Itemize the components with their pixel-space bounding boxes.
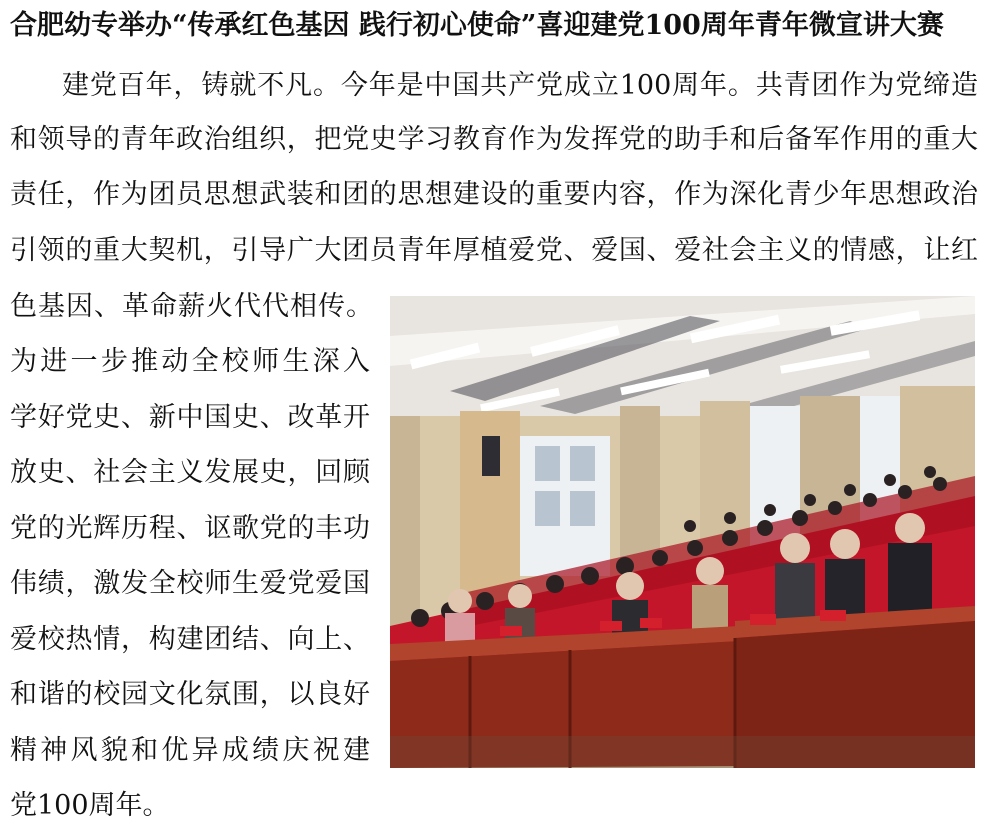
paragraph-line: 精神风貌和优异成绩庆祝建 bbox=[10, 735, 370, 766]
auditorium-photo bbox=[390, 296, 975, 768]
paragraph-line: 为进一步推动全校师生深入 bbox=[10, 346, 370, 377]
paragraph-line: 建党百年，铸就不凡。今年是中国共产党成立100周年。共青团作为党缔造 bbox=[62, 70, 978, 101]
paragraph-line: 和领导的青年政治组织，把党史学习教育作为发挥党的助手和后备军作用的重大 bbox=[10, 124, 978, 155]
paragraph-line: 引领的重大契机，引导广大团员青年厚植爱党、爱国、爱社会主义的情感，让红 bbox=[10, 235, 978, 266]
paragraph-line: 和谐的校园文化氛围，以良好 bbox=[10, 679, 370, 710]
paragraph-line: 党100周年。 bbox=[10, 790, 170, 821]
paragraph-line: 放史、社会主义发展史，回顾 bbox=[10, 457, 370, 488]
paragraph-line: 爱校热情，构建团结、向上、 bbox=[10, 624, 370, 655]
page-title: 合肥幼专举办“传承红色基因 践行初心使命”喜迎建党100周年青年微宣讲大赛 bbox=[10, 10, 944, 41]
paragraph-line: 学好党史、新中国史、改革开 bbox=[10, 402, 370, 433]
paragraph-line: 责任，作为团员思想武装和团的思想建设的重要内容，作为深化青少年思想政治 bbox=[10, 179, 978, 210]
paragraph-line: 党的光辉历程、讴歌党的丰功 bbox=[10, 513, 370, 544]
auditorium-photo-icon bbox=[390, 296, 975, 768]
paragraph-line: 色基因、革命薪火代代相传。 bbox=[10, 291, 374, 322]
paragraph-line: 伟绩，激发全校师生爱党爱国 bbox=[10, 568, 370, 599]
